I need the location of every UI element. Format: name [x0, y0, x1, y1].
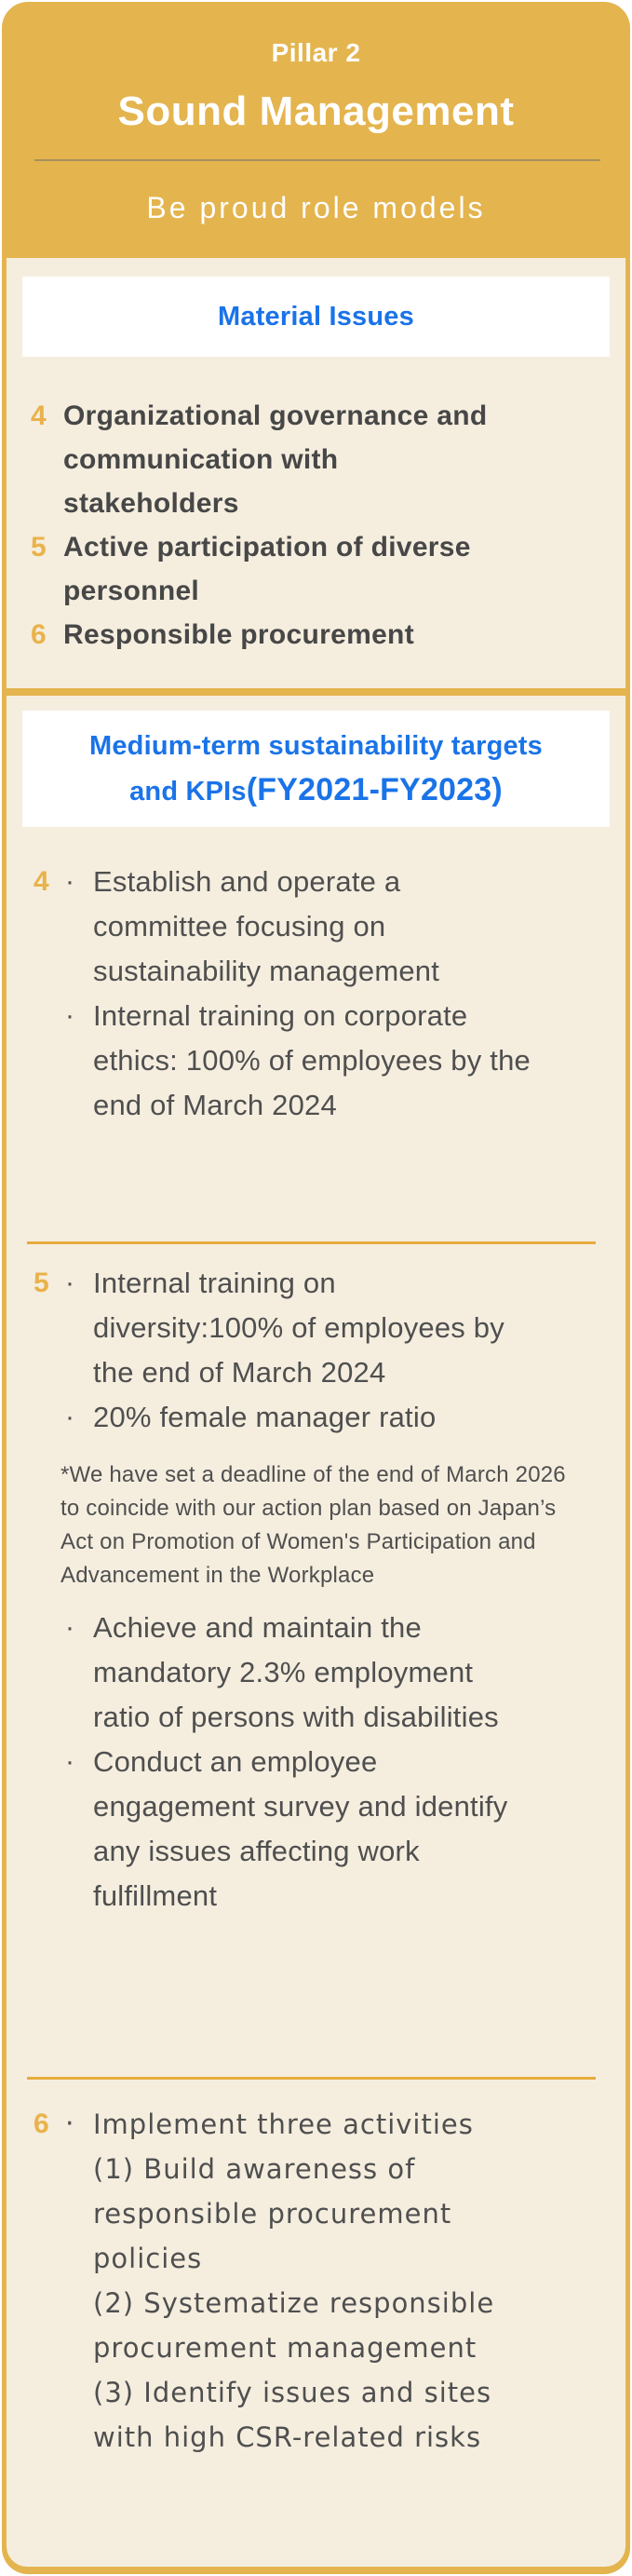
target-text-line: fulfillment [93, 1879, 218, 1912]
target-bullet-item [7, 2102, 625, 2460]
footnote-line: Act on Promotion of Women's Participation and [61, 1529, 536, 1554]
target-bullet-item [7, 1740, 625, 1918]
material-issues-heading: Material Issues [218, 301, 414, 332]
target-bullet-item [7, 1261, 625, 1395]
target-text-line: Internal training on corporate [93, 999, 468, 1032]
issue-number: 5 [31, 532, 47, 563]
target-text-line: end of March 2024 [93, 1089, 337, 1121]
section-divider [27, 2077, 596, 2080]
target-section [7, 2102, 625, 2460]
target-text-line: procurement management [93, 2332, 477, 2364]
target-text-line: Achieve and maintain the [93, 1611, 422, 1644]
issue-number: 6 [31, 619, 47, 650]
material-issue-item [7, 613, 625, 657]
bullet-dot-icon: · [65, 1000, 75, 1031]
target-text-line: ratio of persons with disabilities [93, 1701, 499, 1733]
target-bullet-item [7, 860, 625, 994]
target-bullet-item [7, 1606, 625, 1740]
target-text-line: mandatory 2.3% employment [93, 1656, 474, 1688]
issue-text-line: stakeholders [63, 488, 239, 519]
bullet-dot-icon: · [65, 866, 75, 897]
issue-text-line: Active participation of diverse [63, 532, 471, 563]
target-text-line: ethics: 100% of employees by the [93, 1044, 531, 1077]
bullet-dot-icon: · [65, 1612, 75, 1643]
target-section [7, 1261, 625, 1918]
target-text-line: any issues affecting work [93, 1835, 420, 1867]
targets-heading-line2 [129, 768, 503, 814]
pillar-label: Pillar 2 [271, 38, 361, 67]
target-text-line: (1) Build awareness of [93, 2153, 416, 2185]
issue-text-line: communication with [63, 444, 339, 475]
header-divider [34, 159, 600, 161]
target-text-line: the end of March 2024 [93, 1356, 386, 1389]
target-text-line: engagement survey and identify [93, 1790, 508, 1823]
pillar-subtitle: Be proud role models [146, 191, 486, 224]
target-bullet-item [7, 1395, 625, 1440]
targets-heading-box [22, 711, 610, 827]
target-bullet-item [7, 994, 625, 1128]
pillar-card [2, 2, 630, 2574]
targets-heading-line2-large: (FY2021-FY2023) [246, 771, 503, 807]
footnote-line: Advancement in the Workplace [61, 1563, 375, 1588]
target-text-line: policies [93, 2243, 203, 2274]
issue-number: 4 [31, 400, 47, 431]
target-text-line: responsible procurement [93, 2198, 452, 2230]
bullet-dot-icon: · [65, 2108, 75, 2140]
target-section [7, 860, 625, 1128]
target-text-line: Internal training on [93, 1267, 336, 1299]
target-text-line: (2) Systematize responsible [93, 2287, 495, 2319]
material-issues-panel [7, 258, 625, 688]
bullet-dot-icon: · [65, 1746, 75, 1777]
footnote-line: to coincide with our action plan based on Japan’s [61, 1496, 557, 1521]
pillar-title: Sound Management [117, 88, 515, 134]
bullet-dot-icon: · [65, 1268, 75, 1298]
issue-text-line: personnel [63, 576, 200, 606]
footnote-line: *We have set a deadline of the end of March 2026 [61, 1462, 566, 1487]
target-section-number: 5 [34, 1268, 49, 1298]
material-issues-list [7, 394, 625, 657]
material-issue-item [7, 525, 625, 613]
target-section-number: 6 [34, 2108, 49, 2139]
issue-text-line: Organizational governance and [63, 400, 488, 431]
target-text-line: Conduct an employee [93, 1745, 378, 1778]
targets-heading-line1: Medium-term sustainability targets [88, 730, 543, 761]
targets-heading-line2-small: and KPIs [129, 776, 247, 807]
target-text-line: 20% female manager ratio [93, 1401, 437, 1433]
target-text-line: committee focusing on [93, 910, 386, 942]
target-text-line: Establish and operate a [93, 865, 401, 898]
target-text-line: diversity:100% of employees by [93, 1311, 504, 1344]
material-issue-item [7, 394, 625, 525]
bullet-dot-icon: · [65, 1402, 75, 1432]
target-text-line: (3) Identify issues and sites [93, 2377, 492, 2408]
targets-panel [7, 696, 625, 2567]
target-text-line: Implement three activities [93, 2108, 474, 2140]
footnote [7, 1440, 625, 1606]
material-issues-heading-box [22, 277, 610, 357]
target-text-line: sustainability management [93, 955, 440, 987]
target-section-number: 4 [34, 866, 49, 897]
section-divider [27, 1241, 596, 1244]
issue-text-line: Responsible procurement [63, 619, 414, 650]
target-text-line: with high CSR-related risks [93, 2421, 482, 2453]
